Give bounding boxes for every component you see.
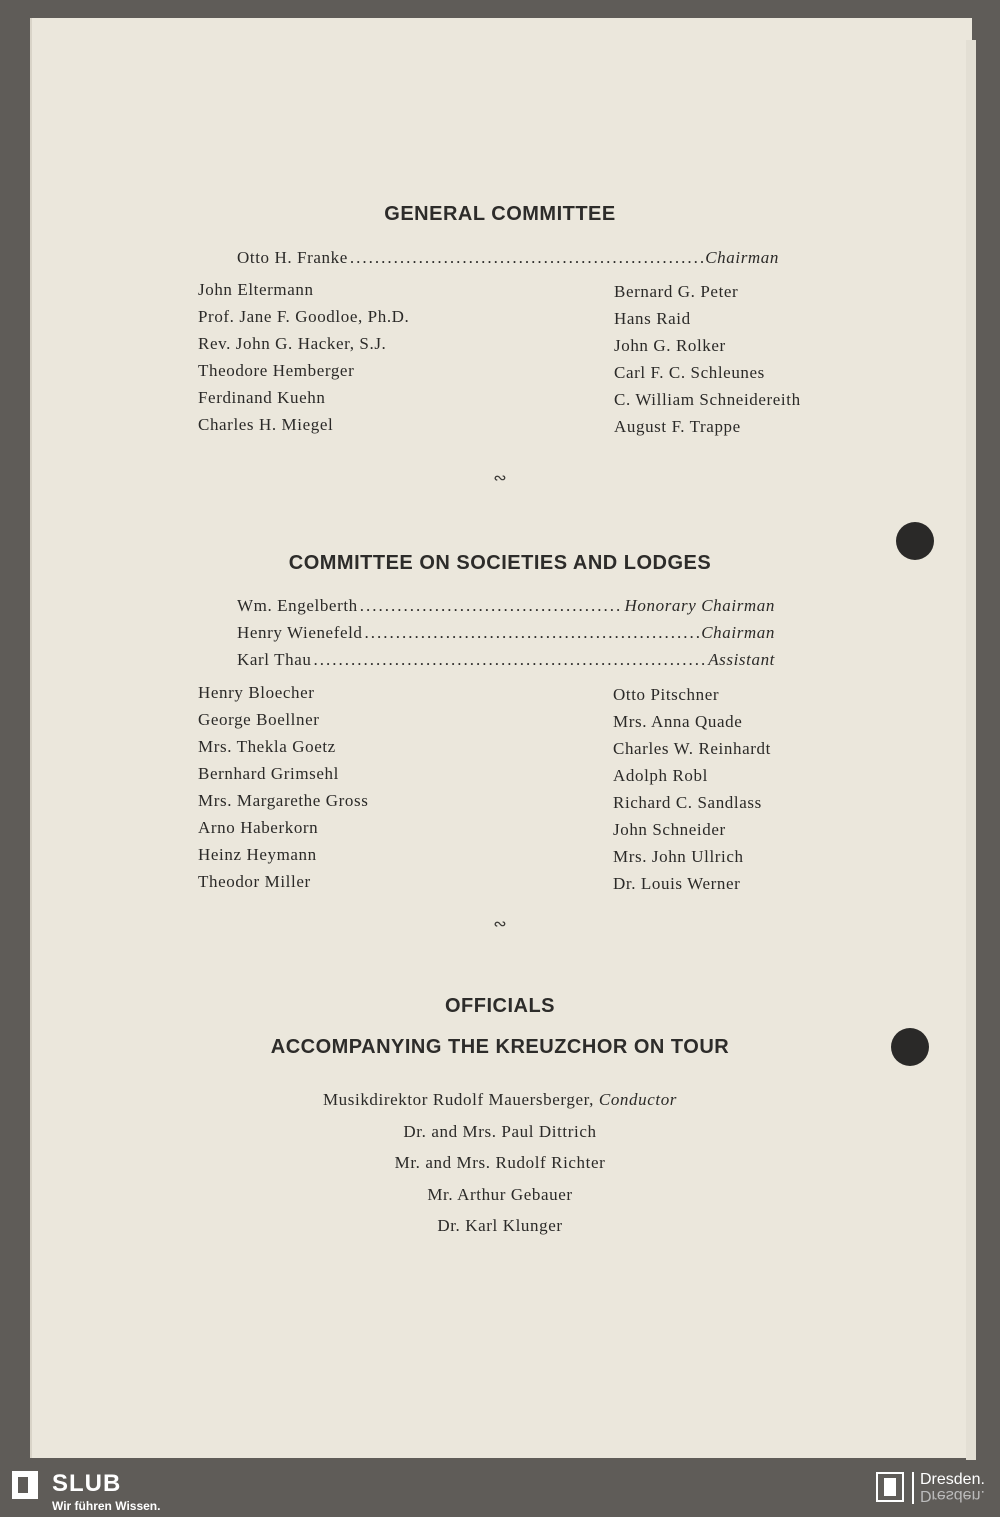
official-name: Dr. Karl Klunger [437, 1216, 563, 1235]
member-name: Heinz Heymann [198, 845, 317, 864]
leader-dots [360, 596, 623, 616]
member-name: Dr. Louis Werner [613, 874, 741, 893]
member-name: Otto Pitschner [613, 685, 720, 704]
document-page [30, 18, 972, 1458]
member-name: John G. Rolker [614, 336, 726, 355]
societies-heading: COMMITTEE ON SOCIETIES AND LODGES [288, 552, 712, 574]
member-name: Mrs. Anna Quade [613, 712, 743, 731]
societies-right-column [613, 681, 771, 897]
slub-tagline: Wir führen Wissen. [52, 1499, 161, 1513]
officer-row [237, 623, 775, 643]
member-name: Rev. John G. Hacker, S.J. [198, 334, 387, 353]
member-name: John Schneider [613, 820, 726, 839]
officer-row [237, 596, 775, 616]
ornament-divider: ∾ [493, 916, 507, 933]
officer-name: Karl Thau [237, 650, 312, 669]
member-name: Bernard G. Peter [614, 282, 739, 301]
officer-role: Chairman [701, 623, 775, 642]
officials-list [0, 1084, 1000, 1242]
member-name: Prof. Jane F. Goodloe, Ph.D. [198, 307, 410, 326]
member-name: Arno Haberkorn [198, 818, 319, 837]
official-name: Dr. and Mrs. Paul Dittrich [403, 1121, 597, 1141]
chair-role: Chairman [705, 248, 779, 267]
general-chair-row [237, 248, 779, 268]
member-name: Hans Raid [614, 309, 691, 328]
member-name: Charles H. Miegel [198, 415, 334, 434]
chair-name: Otto H. Franke [237, 248, 348, 267]
leader-dots [365, 623, 700, 643]
member-name: John Eltermann [198, 280, 314, 299]
general-right-column [614, 278, 801, 440]
member-name: Theodor Miller [198, 872, 311, 891]
leader-dots [313, 650, 706, 670]
member-name: Henry Bloecher [198, 683, 315, 702]
officer-name: Wm. Engelberth [237, 596, 358, 615]
officer-row [237, 650, 775, 670]
ornament-divider: ∾ [493, 470, 507, 487]
member-name: Mrs. Thekla Goetz [198, 737, 336, 756]
member-name: Richard C. Sandlass [613, 793, 762, 812]
member-name: Ferdinand Kuehn [198, 388, 326, 407]
member-name: Mrs. John Ullrich [613, 847, 744, 866]
member-name: August F. Trappe [614, 417, 741, 436]
conductor-role: Conductor [598, 1090, 678, 1109]
dresden-logo-reflection: Dresden. [920, 1487, 985, 1504]
official-name: Mr. Arthur Gebauer [427, 1184, 573, 1204]
member-name: Theodore Hemberger [198, 361, 355, 380]
slub-brand: SLUB [52, 1470, 122, 1497]
official-name: Mr. and Mrs. Rudolf Richter [394, 1153, 606, 1172]
officials-subheading: ACCOMPANYING THE KREUZCHOR ON TOUR [270, 1036, 730, 1058]
officials-heading: OFFICIALS [444, 995, 556, 1017]
member-name: Bernhard Grimsehl [198, 764, 339, 783]
page-edge [966, 40, 976, 1460]
member-name: Mrs. Margarethe Gross [198, 791, 369, 810]
general-committee-heading: GENERAL COMMITTEE [384, 203, 616, 225]
dresden-logo-text: Dresden. [920, 1471, 985, 1488]
dresden-coat-of-arms-icon [876, 1472, 904, 1502]
member-name: Charles W. Reinhardt [613, 739, 771, 758]
slub-logo-icon [12, 1471, 38, 1499]
general-left-column [198, 276, 409, 438]
officer-name: Henry Wienefeld [237, 623, 363, 642]
conductor-name: Musikdirektor Rudolf Mauersberger, [322, 1090, 595, 1109]
conductor-line [0, 1084, 1000, 1116]
member-name: C. William Schneidereith [614, 390, 801, 409]
societies-left-column [198, 679, 368, 895]
officer-role: Assistant [708, 650, 775, 669]
member-name: Adolph Robl [613, 766, 708, 785]
member-name: George Boellner [198, 710, 320, 729]
officer-role: Honorary Chairman [624, 596, 775, 615]
leader-dots [350, 248, 703, 268]
footer-separator [912, 1472, 914, 1504]
member-name: Carl F. C. Schleunes [614, 363, 765, 382]
